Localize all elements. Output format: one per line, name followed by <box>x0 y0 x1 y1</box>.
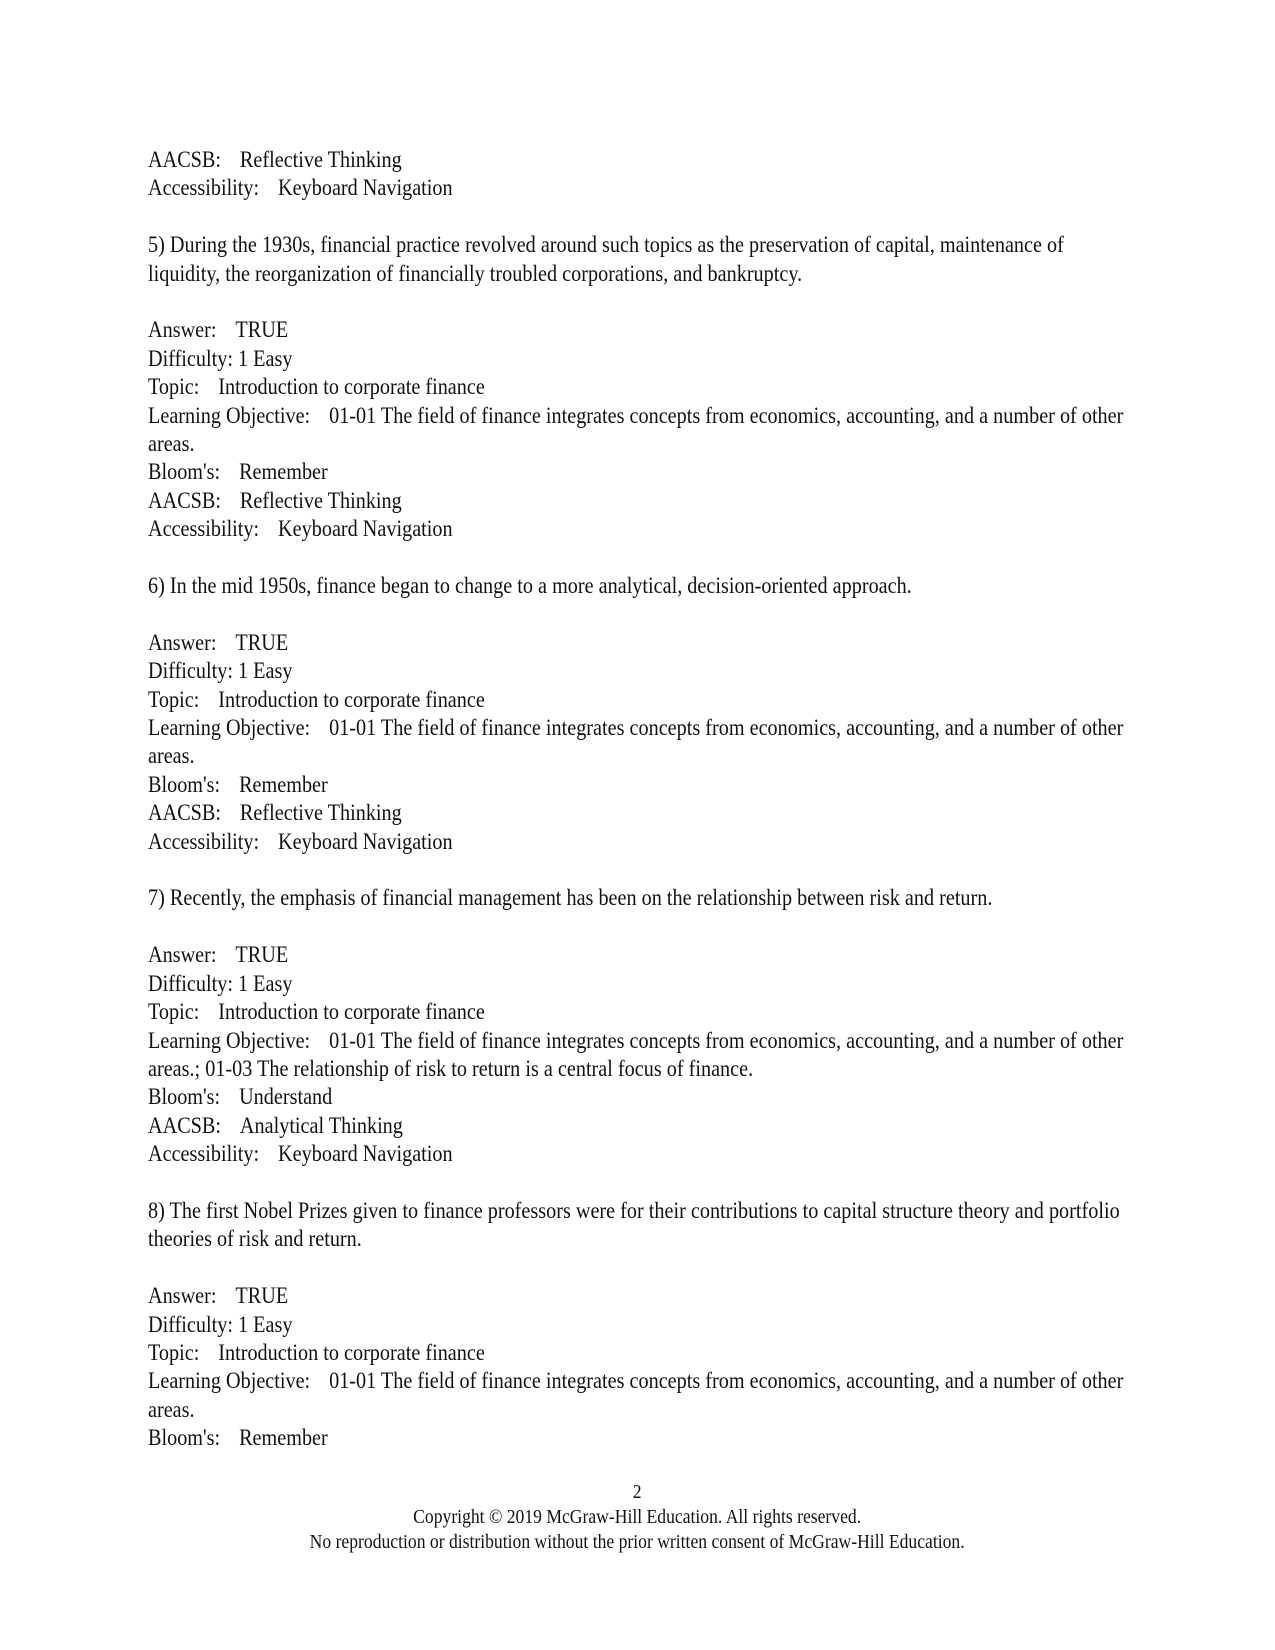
accessibility-label: Accessibility: <box>148 828 260 855</box>
learning-objective-label: Learning Objective: <box>148 715 311 742</box>
question-5-text <box>148 231 1128 288</box>
question-number: 5) <box>148 232 165 259</box>
accessibility-value: Keyboard Navigation <box>278 516 453 543</box>
answer-value: TRUE <box>235 317 289 344</box>
aacsb-label: AACSB: <box>148 800 222 827</box>
aacsb-label: AACSB: <box>148 1112 222 1139</box>
question-number: 7) <box>148 885 165 912</box>
blooms-line <box>148 1424 1128 1452</box>
topic-line <box>148 373 1128 401</box>
answer-label: Answer: <box>148 942 217 969</box>
answer-label: Answer: <box>148 317 217 344</box>
difficulty-line: Difficulty: 1 Easy <box>148 1311 293 1338</box>
topic-label: Topic: <box>148 999 200 1026</box>
topic-line <box>148 1339 1128 1367</box>
aacsb-label: AACSB: <box>148 487 222 514</box>
accessibility-line <box>148 174 1128 202</box>
accessibility-value: Keyboard Navigation <box>278 828 453 855</box>
learning-objective-label: Learning Objective: <box>148 1027 311 1054</box>
accessibility-line <box>148 828 1128 856</box>
aacsb-line <box>148 487 1128 515</box>
blooms-value: Remember <box>239 1425 328 1452</box>
copyright-notice: Copyright © 2019 McGraw-Hill Education. All rights reserved. <box>413 1506 862 1528</box>
aacsb-value: Reflective Thinking <box>239 487 402 514</box>
learning-objective-label: Learning Objective: <box>148 1368 311 1395</box>
answer-line <box>148 941 1128 969</box>
continued-question-fragment <box>148 146 1128 203</box>
blooms-line <box>148 458 1128 486</box>
accessibility-label: Accessibility: <box>148 1141 260 1168</box>
blooms-line <box>148 1083 1128 1111</box>
learning-objective-value: 01-01 The field of finance integrates concepts from economics, accounting, and a number of other areas. <box>148 715 1129 770</box>
topic-value: Introduction to corporate finance <box>218 999 485 1026</box>
blooms-label: Bloom's: <box>148 1084 221 1111</box>
topic-value: Introduction to corporate finance <box>218 1339 485 1366</box>
accessibility-label: Accessibility: <box>148 516 260 543</box>
aacsb-value: Analytical Thinking <box>239 1112 403 1139</box>
difficulty-line: Difficulty: 1 Easy <box>148 658 293 685</box>
learning-objective-line <box>148 1367 1128 1424</box>
accessibility-value: Keyboard Navigation <box>278 175 453 202</box>
learning-objective-line <box>148 402 1128 459</box>
question-5-metadata <box>148 316 1128 543</box>
answer-value: TRUE <box>235 942 289 969</box>
accessibility-line <box>148 515 1128 543</box>
blooms-label: Bloom's: <box>148 1425 221 1452</box>
learning-objective-value: 01-01 The field of finance integrates concepts from economics, accounting, and a number of other areas. <box>148 402 1129 458</box>
aacsb-line <box>148 146 1128 174</box>
learning-objective-label: Learning Objective: <box>148 402 311 429</box>
answer-line <box>148 1282 1128 1310</box>
topic-label: Topic: <box>148 374 200 401</box>
answer-line <box>148 316 1128 344</box>
question-7-metadata <box>148 941 1128 1168</box>
question-text: In the mid 1950s, finance began to change to a more analytical, decision-oriented approach. <box>169 573 912 600</box>
reproduction-notice: No reproduction or distribution without the prior written consent of McGraw-Hill Education. <box>310 1531 965 1553</box>
topic-label: Topic: <box>148 1339 200 1366</box>
blooms-line <box>148 771 1128 799</box>
page-content <box>148 146 1128 1481</box>
answer-value: TRUE <box>235 1283 289 1310</box>
topic-value: Introduction to corporate finance <box>218 686 485 713</box>
blooms-value: Understand <box>239 1084 333 1111</box>
accessibility-line <box>148 1140 1128 1168</box>
topic-line <box>148 998 1128 1026</box>
blooms-label: Bloom's: <box>148 771 221 798</box>
accessibility-value: Keyboard Navigation <box>278 1141 453 1168</box>
learning-objective-line <box>148 1027 1128 1084</box>
answer-label: Answer: <box>148 1283 217 1310</box>
aacsb-label: AACSB: <box>148 147 222 173</box>
answer-label: Answer: <box>148 629 217 656</box>
question-6-metadata <box>148 629 1128 856</box>
question-text: During the 1930s, financial practice revolved around such topics as the preservation of capital, maintenance of liquidity, the reorganization of financially troubled corporations, and bankruptcy. <box>148 232 1064 287</box>
page-number: 2 <box>633 1481 642 1503</box>
topic-label: Topic: <box>148 686 200 713</box>
question-6-text <box>148 572 1128 600</box>
answer-value: TRUE <box>235 629 289 656</box>
difficulty-line: Difficulty: 1 Easy <box>148 970 293 997</box>
question-text: Recently, the emphasis of financial management has been on the relationship between risk and return. <box>169 885 993 912</box>
question-text: The first Nobel Prizes given to finance professors were for their contributions to capital structure theory and portfolio theories of risk and return. <box>148 1197 1120 1253</box>
learning-objective-value: 01-01 The field of finance integrates concepts from economics, accounting, and a number of other areas. <box>148 1368 1129 1423</box>
page-footer <box>0 1480 1275 1555</box>
blooms-value: Remember <box>239 771 328 798</box>
question-8-metadata <box>148 1282 1128 1452</box>
accessibility-label: Accessibility: <box>148 175 260 202</box>
learning-objective-value: 01-01 The field of finance integrates concepts from economics, accounting, and a number of other areas.; 01-03 The relationship of risk to return is a central focus of finance. <box>148 1027 1129 1082</box>
blooms-label: Bloom's: <box>148 459 221 486</box>
aacsb-line <box>148 799 1128 827</box>
question-number: 8) <box>148 1197 165 1224</box>
learning-objective-line <box>148 714 1128 771</box>
aacsb-value: Reflective Thinking <box>239 800 402 827</box>
aacsb-value: Reflective Thinking <box>239 147 402 173</box>
question-number: 6) <box>148 573 165 600</box>
difficulty-line: Difficulty: 1 Easy <box>148 345 293 372</box>
blooms-value: Remember <box>239 459 328 486</box>
topic-line <box>148 686 1128 714</box>
question-7-text <box>148 884 1128 912</box>
topic-value: Introduction to corporate finance <box>218 374 485 401</box>
aacsb-line <box>148 1112 1128 1140</box>
question-8-text <box>148 1197 1128 1254</box>
answer-line <box>148 629 1128 657</box>
